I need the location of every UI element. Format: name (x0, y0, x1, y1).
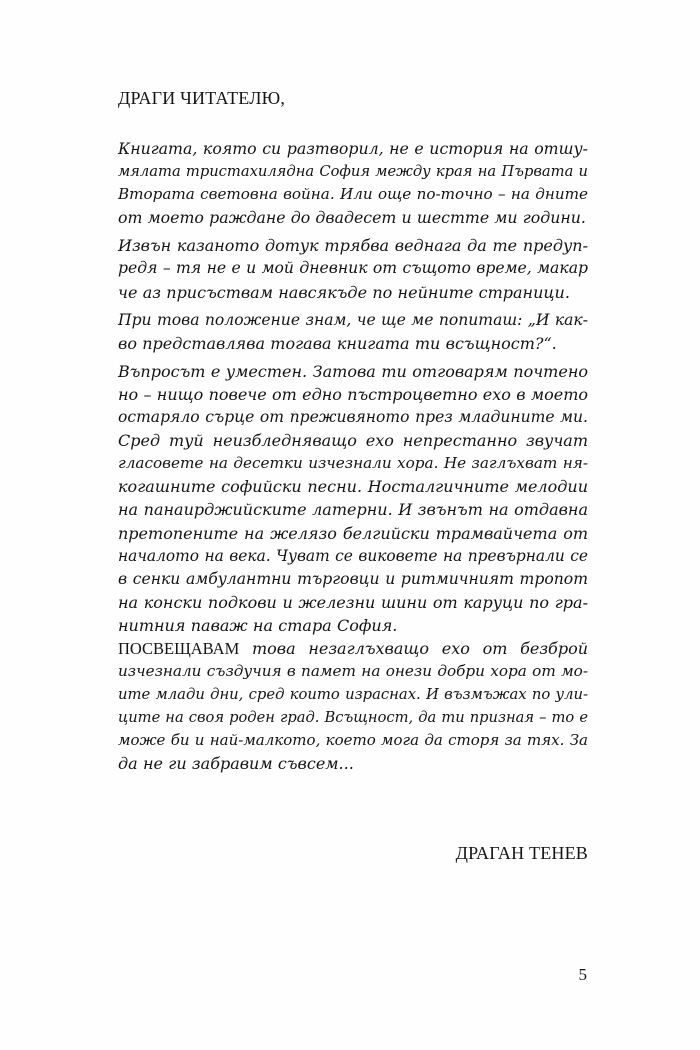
paragraph-3 (118, 309, 588, 355)
text-line: Извън казаното дотук трябва веднага да те предуп- (118, 236, 588, 256)
text-line: При това положение знам, че ще ме попиташ: „И как- (118, 310, 588, 329)
page-number: 5 (578, 965, 587, 984)
text-line: на панаирджийските латерни. И звънът на отдавна (118, 500, 588, 520)
text-line: когашните софийски песни. Носталгичните мелодии (118, 477, 588, 497)
salutation-heading: ДРАГИ ЧИТАТЕЛЮ, (118, 88, 286, 108)
text-line: Сред туй неизбледняващо ехо непрестанно звучат (118, 431, 588, 451)
dedication-word: ПОСВЕЩАВАМ (118, 638, 240, 658)
text-line: Въпросът е уместен. Затова ти отговарям почтено (118, 361, 588, 381)
text-line: ците на своя роден град. Всъщност, да ти призная – то е (118, 709, 588, 727)
text-line: в сенки амбулантни търговци и ритмичният тропот (118, 569, 588, 588)
text-line: да не ги забравим съвсем... (118, 754, 354, 774)
text-line: во представлява тогава книгата ти всъщност?“. (118, 333, 557, 353)
text-line: нитния паваж на стара София. (118, 615, 398, 635)
paragraph-4 (118, 360, 588, 637)
paragraph-2 (118, 234, 588, 303)
text-line: гласовете на десетки изчезнали хора. Не заглъхват ня- (118, 454, 588, 473)
paragraph-5 (118, 637, 588, 776)
text-line: на конски подкови и железни шини от каруци по гра- (118, 592, 588, 612)
dedication-line-rest: това незаглъхващо ехо от безброй (239, 638, 588, 658)
text-line: изчезнали създучия в памет на онези добри хора от мо- (118, 662, 588, 681)
text-line: Втората световна война. Или още по-точно – на дните (118, 185, 588, 204)
text-line: от моето раждане до двадесет и шестте ми години. (118, 208, 586, 228)
text-line: остаряло сърце от преживяното през младините ми. (118, 408, 588, 427)
author-signature: ДРАГАН ТЕНЕВ (455, 843, 588, 863)
text-line: претопените на желязо белгийски трамвайчета от (118, 523, 588, 543)
text-line: ите млади дни, сред които израснах. И възмъжах по ули- (118, 686, 588, 704)
text-line: но – нищо повече от едно пъстроцветно ехо в моето (118, 384, 588, 404)
text-line: може би и най-малкото, което мога да сторя за тях. За (118, 731, 588, 750)
body-text (118, 137, 588, 776)
text-line: че аз присъствам навсякъде по нейните страници. (118, 282, 570, 302)
text-line: мялата тристахилядна София между края на Първата и (118, 163, 588, 181)
text-line: Книгата, която си разтворил, не е история на отшу- (118, 139, 588, 158)
text-line: началото на века. Чуват се виковете на превърнали се (118, 546, 588, 565)
text-line: редя – тя не е и мой дневник от същото време, макар (118, 259, 588, 278)
paragraph-1 (118, 137, 588, 229)
text-line (118, 637, 588, 660)
